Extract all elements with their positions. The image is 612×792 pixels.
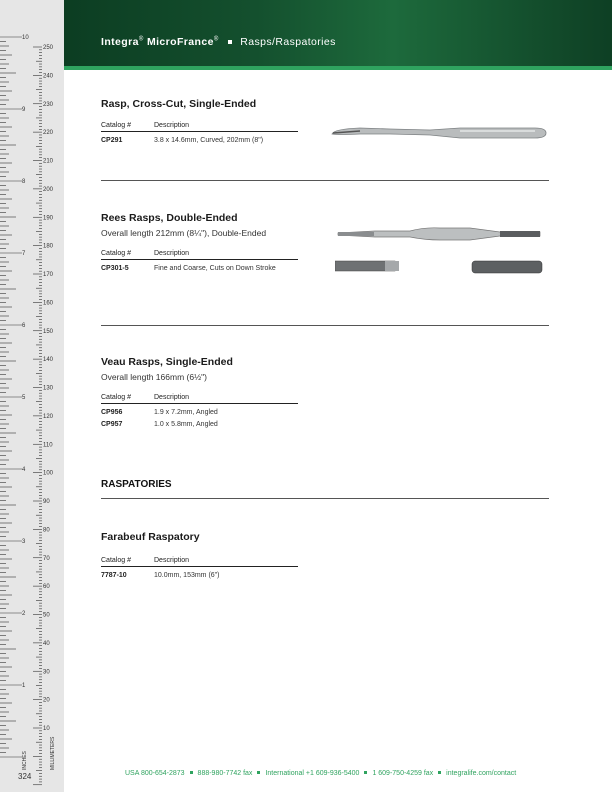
- section-divider: [101, 180, 549, 181]
- mm-label: 220: [43, 130, 54, 137]
- website-link[interactable]: integralife.com/contact: [446, 770, 517, 777]
- ruler-inches-label: INCHES: [22, 751, 28, 770]
- product-rees-rasps: [101, 212, 298, 272]
- mm-label: 210: [43, 158, 54, 165]
- mm-label: 160: [43, 300, 54, 307]
- page-number: 324: [18, 772, 32, 781]
- col-catalog: Catalog #: [101, 557, 131, 564]
- product-veau-rasps: [101, 356, 298, 428]
- table-row: [101, 404, 298, 416]
- catalog-number: 7787-10: [101, 572, 127, 579]
- header-banner: [64, 0, 612, 66]
- inch-label: 2: [22, 611, 26, 617]
- inch-label: 8: [22, 179, 26, 185]
- product-title: Rasp, Cross-Cut, Single-Ended: [101, 98, 257, 110]
- registered-mark: ®: [213, 36, 219, 43]
- table-header: [101, 250, 298, 260]
- description: 1.0 x 5.8mm, Angled: [154, 421, 218, 428]
- product-title: Farabeuf Raspatory: [101, 531, 200, 543]
- product-title: Veau Rasps, Single-Ended: [101, 356, 233, 368]
- registered-mark: ®: [138, 36, 144, 43]
- mm-label: 190: [43, 215, 54, 222]
- description: 10.0mm, 153mm (6"): [154, 572, 220, 579]
- mm-label: 70: [43, 555, 50, 562]
- category-divider: [101, 498, 549, 499]
- inch-label: 3: [22, 539, 26, 545]
- mm-label: 80: [43, 527, 50, 534]
- col-description: Description: [154, 250, 190, 257]
- contact-footer: [125, 770, 516, 777]
- measuring-ruler: [0, 0, 64, 792]
- mm-label: 20: [43, 697, 50, 704]
- inch-label: 10: [22, 35, 29, 41]
- bullet-icon: [190, 771, 193, 774]
- header-title: [101, 36, 336, 48]
- bullet-icon: [364, 771, 367, 774]
- mm-label: 240: [43, 73, 54, 80]
- brand-microfrance: MicroFrance: [146, 36, 214, 48]
- product-subtitle: Overall length 212mm (8¼"), Double-Ended: [101, 228, 267, 238]
- product-farabeuf-raspatory: [101, 531, 298, 579]
- usa-phone: USA 800-654-2873: [125, 770, 185, 777]
- col-description: Description: [154, 122, 190, 129]
- col-description: Description: [154, 394, 190, 401]
- catalog-number: CP956: [101, 409, 123, 416]
- mm-label: 40: [43, 640, 50, 647]
- col-catalog: Catalog #: [101, 394, 131, 401]
- inch-label: 7: [22, 251, 26, 257]
- description: 3.8 x 14.6mm, Curved, 202mm (8"): [154, 137, 264, 144]
- mm-label: 150: [43, 328, 54, 335]
- category-title: RASPATORIES: [101, 479, 172, 490]
- description: Fine and Coarse, Cuts on Down Stroke: [154, 265, 276, 272]
- ruler-ticks: [0, 0, 64, 792]
- brand-integra: Integra: [101, 36, 139, 48]
- section-name: Rasps/Raspatories: [240, 36, 336, 48]
- mm-label: 50: [43, 612, 50, 619]
- col-description: Description: [154, 557, 190, 564]
- international-phone: International +1 609-936-5400: [265, 770, 360, 777]
- ruler-mm-label: MILLIMETERS: [50, 736, 56, 770]
- product-cross-cut-rasp: [101, 98, 298, 144]
- table-header: [101, 557, 298, 567]
- catalog-number: CP291: [101, 137, 123, 144]
- table-row: [101, 567, 298, 579]
- col-catalog: Catalog #: [101, 122, 131, 129]
- description: 1.9 x 7.2mm, Angled: [154, 409, 218, 416]
- catalog-table: [101, 122, 298, 144]
- mm-label: 140: [43, 357, 54, 364]
- inch-label: 4: [22, 467, 26, 473]
- catalog-table: [101, 557, 298, 579]
- bullet-icon: [257, 771, 260, 774]
- mm-label: 110: [43, 442, 53, 449]
- mm-label: 60: [43, 584, 50, 591]
- mm-label: 100: [43, 470, 54, 477]
- mm-label: 180: [43, 243, 54, 250]
- mm-label: 30: [43, 669, 50, 676]
- table-header: [101, 394, 298, 404]
- mm-label: 10: [43, 726, 50, 732]
- catalog-number: CP957: [101, 421, 123, 428]
- table-row: [101, 260, 298, 272]
- rees-rasp-image: [335, 224, 545, 280]
- catalog-table: [101, 394, 298, 428]
- bullet-icon: [228, 40, 232, 44]
- inch-label: 9: [22, 107, 26, 113]
- header-accent-stripe: [64, 66, 612, 70]
- inch-label: 5: [22, 395, 26, 401]
- mm-label: 90: [43, 499, 50, 505]
- table-row: [101, 132, 298, 144]
- international-fax: 1 609-750-4259 fax: [372, 770, 434, 777]
- col-catalog: Catalog #: [101, 250, 131, 257]
- mm-label: 170: [43, 272, 54, 278]
- cross-cut-rasp-image: [330, 122, 550, 144]
- table-row: [101, 416, 298, 428]
- table-header: [101, 122, 298, 132]
- mm-label: 130: [43, 385, 54, 392]
- mm-label: 230: [43, 101, 54, 108]
- bullet-icon: [438, 771, 441, 774]
- usa-fax: 888-980-7742 fax: [197, 770, 253, 777]
- product-subtitle: Overall length 166mm (6½"): [101, 372, 208, 382]
- inch-label: 6: [22, 323, 26, 329]
- mm-label: 250: [43, 45, 54, 51]
- catalog-number: CP301-5: [101, 265, 129, 272]
- mm-label: 120: [43, 413, 54, 420]
- catalog-table: [101, 250, 298, 272]
- inch-label: 1: [22, 683, 26, 689]
- mm-label: 200: [43, 186, 54, 193]
- product-title: Rees Rasps, Double-Ended: [101, 212, 238, 224]
- section-divider: [101, 325, 549, 326]
